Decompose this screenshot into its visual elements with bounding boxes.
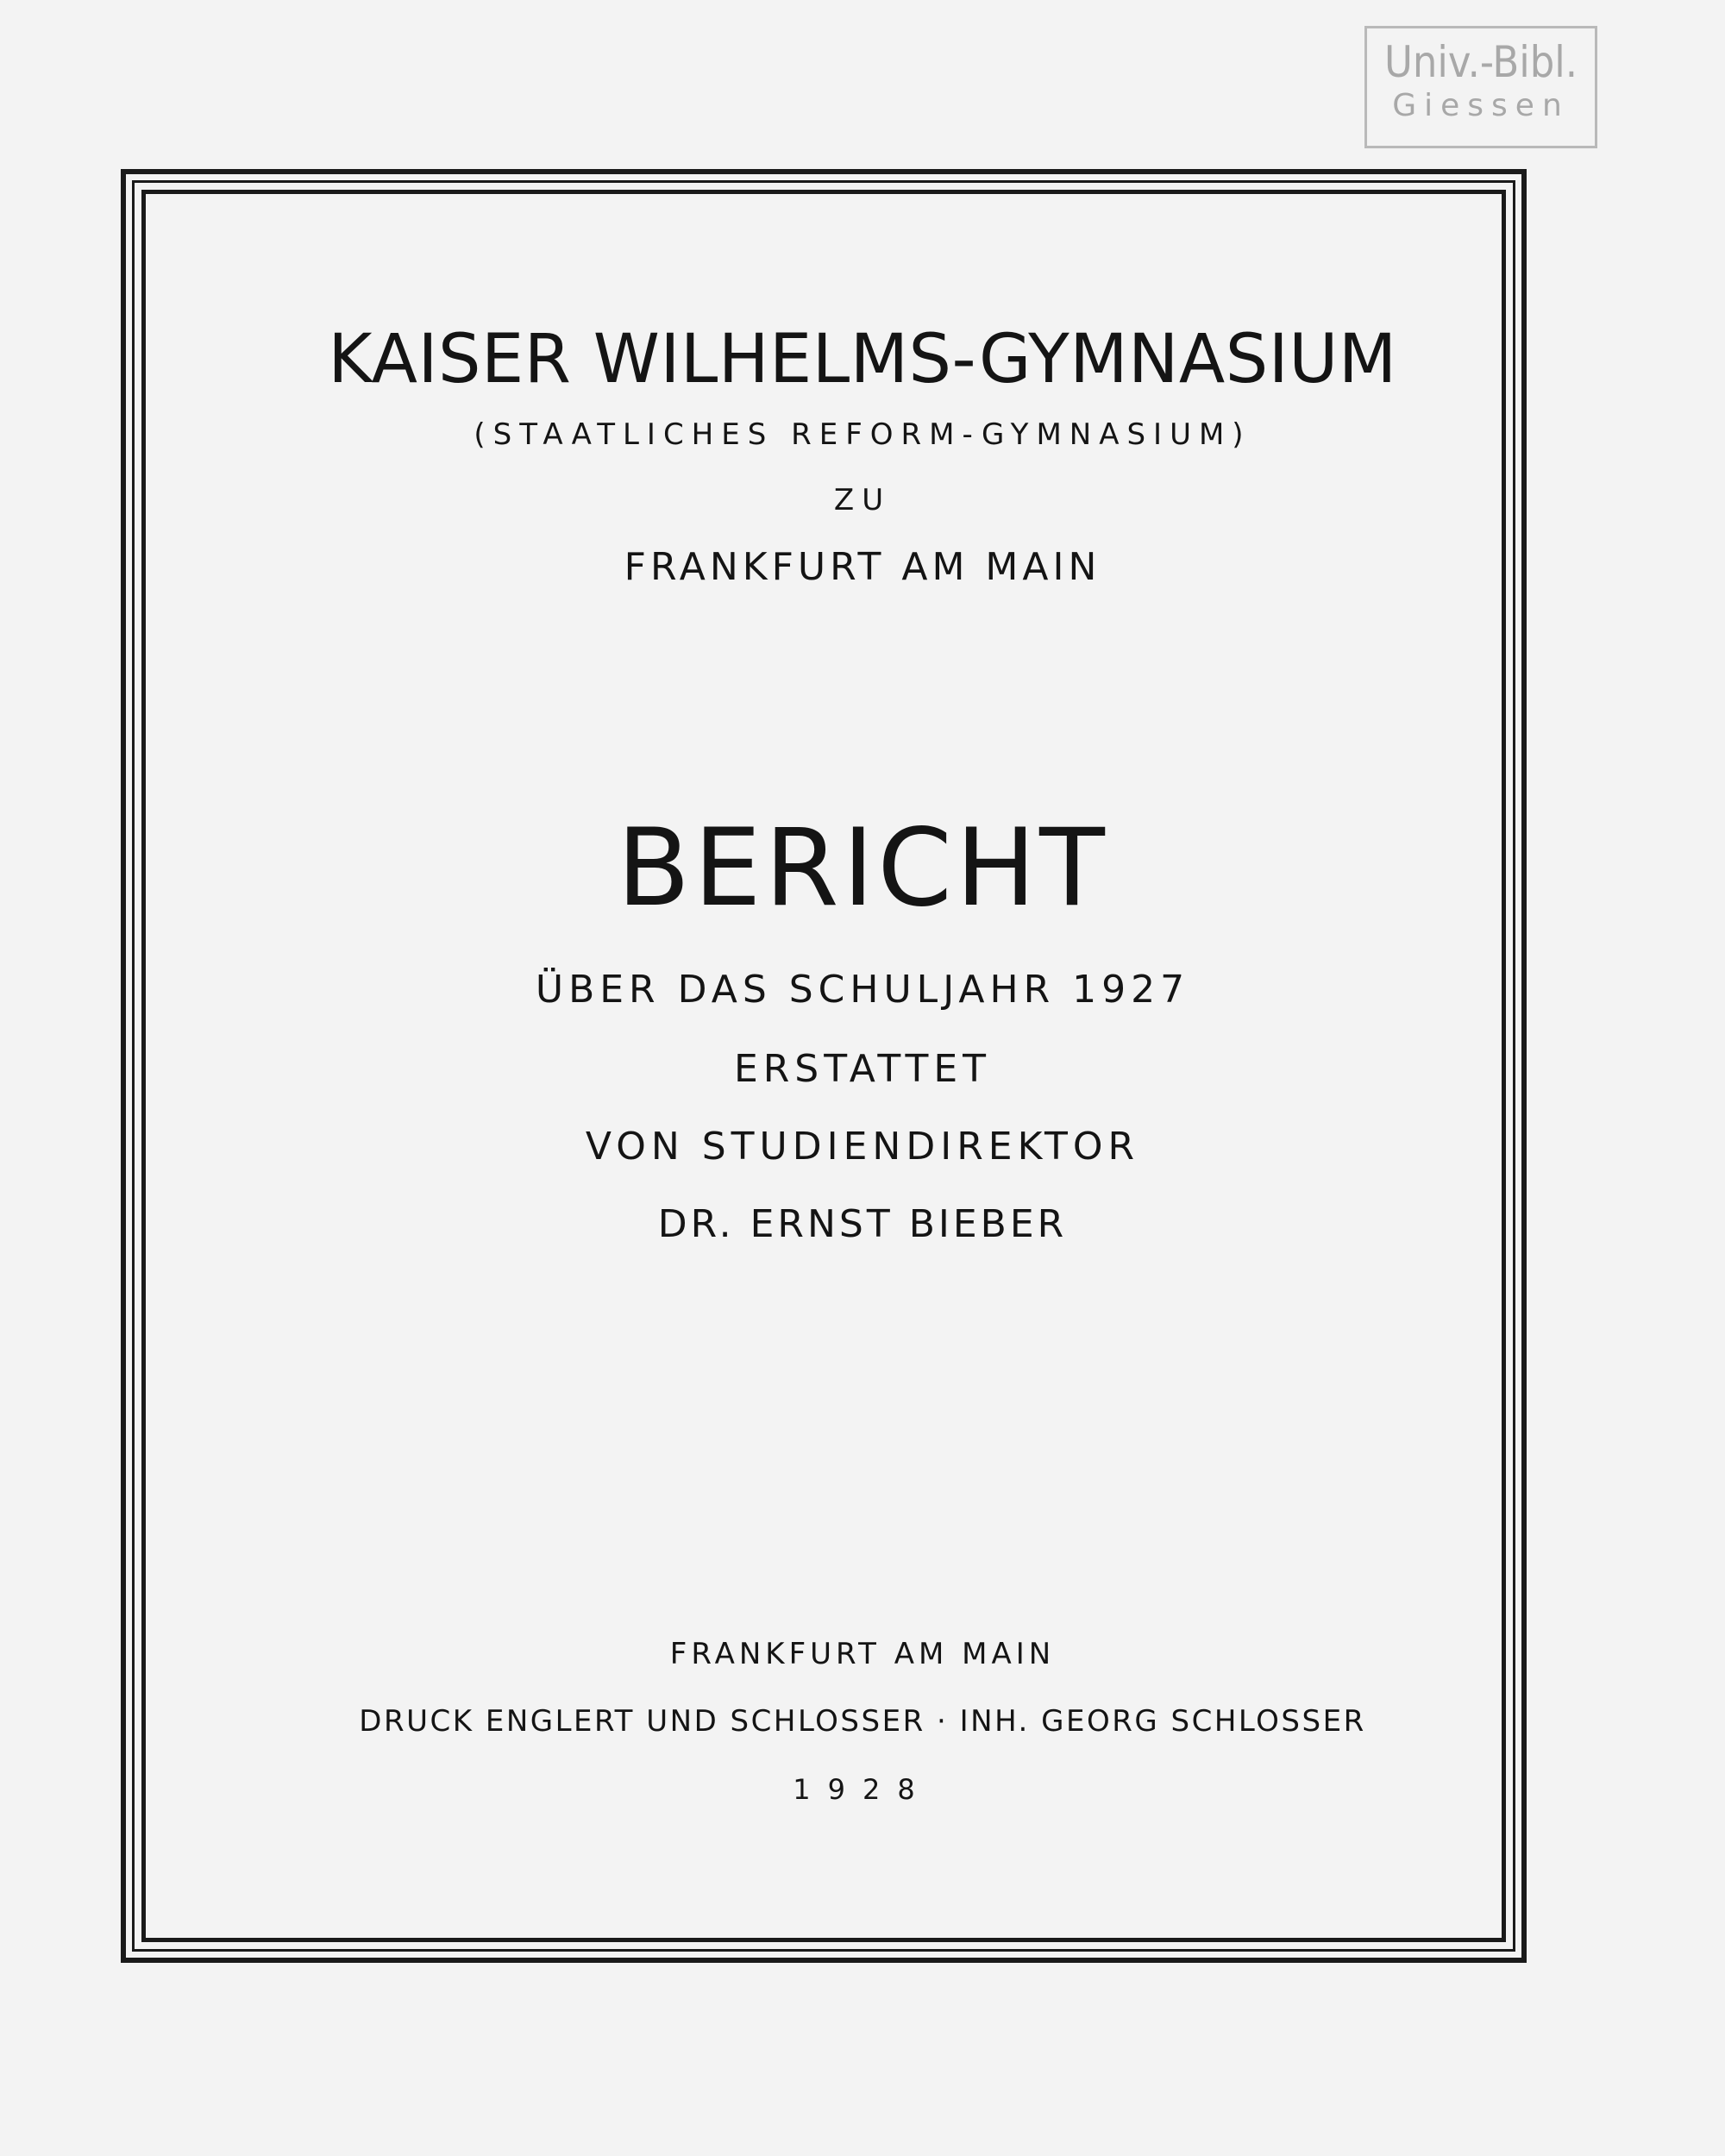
- report-author-name: DR. ERNST BIEBER: [657, 1202, 1068, 1246]
- stamp-line-2: Giessen: [1392, 88, 1570, 123]
- stamp-line-1: Univ.-Bibl.: [1383, 37, 1578, 87]
- preposition-zu: ZU: [833, 483, 892, 517]
- report-title: BERICHT: [617, 806, 1108, 931]
- report-erstattet: ERSTATTET: [733, 1047, 992, 1091]
- library-stamp: [1364, 26, 1597, 148]
- report-author-role: VON STUDIENDIREKTOR: [585, 1125, 1140, 1169]
- report-year-line: ÜBER DAS SCHULJAHR 1927: [535, 968, 1190, 1012]
- school-name: KAISER WILHELMS-GYMNASIUM: [328, 321, 1397, 398]
- school-city: FRANKFURT AM MAIN: [624, 545, 1101, 589]
- imprint-city: FRANKFURT AM MAIN: [669, 1637, 1056, 1671]
- imprint-printer: DRUCK ENGLERT UND SCHLOSSER · INH. GEORG SCHLOSSER: [359, 1704, 1366, 1739]
- school-subtitle: (STAATLICHES REFORM-GYMNASIUM): [474, 417, 1251, 452]
- imprint-year: 1928: [793, 1773, 932, 1806]
